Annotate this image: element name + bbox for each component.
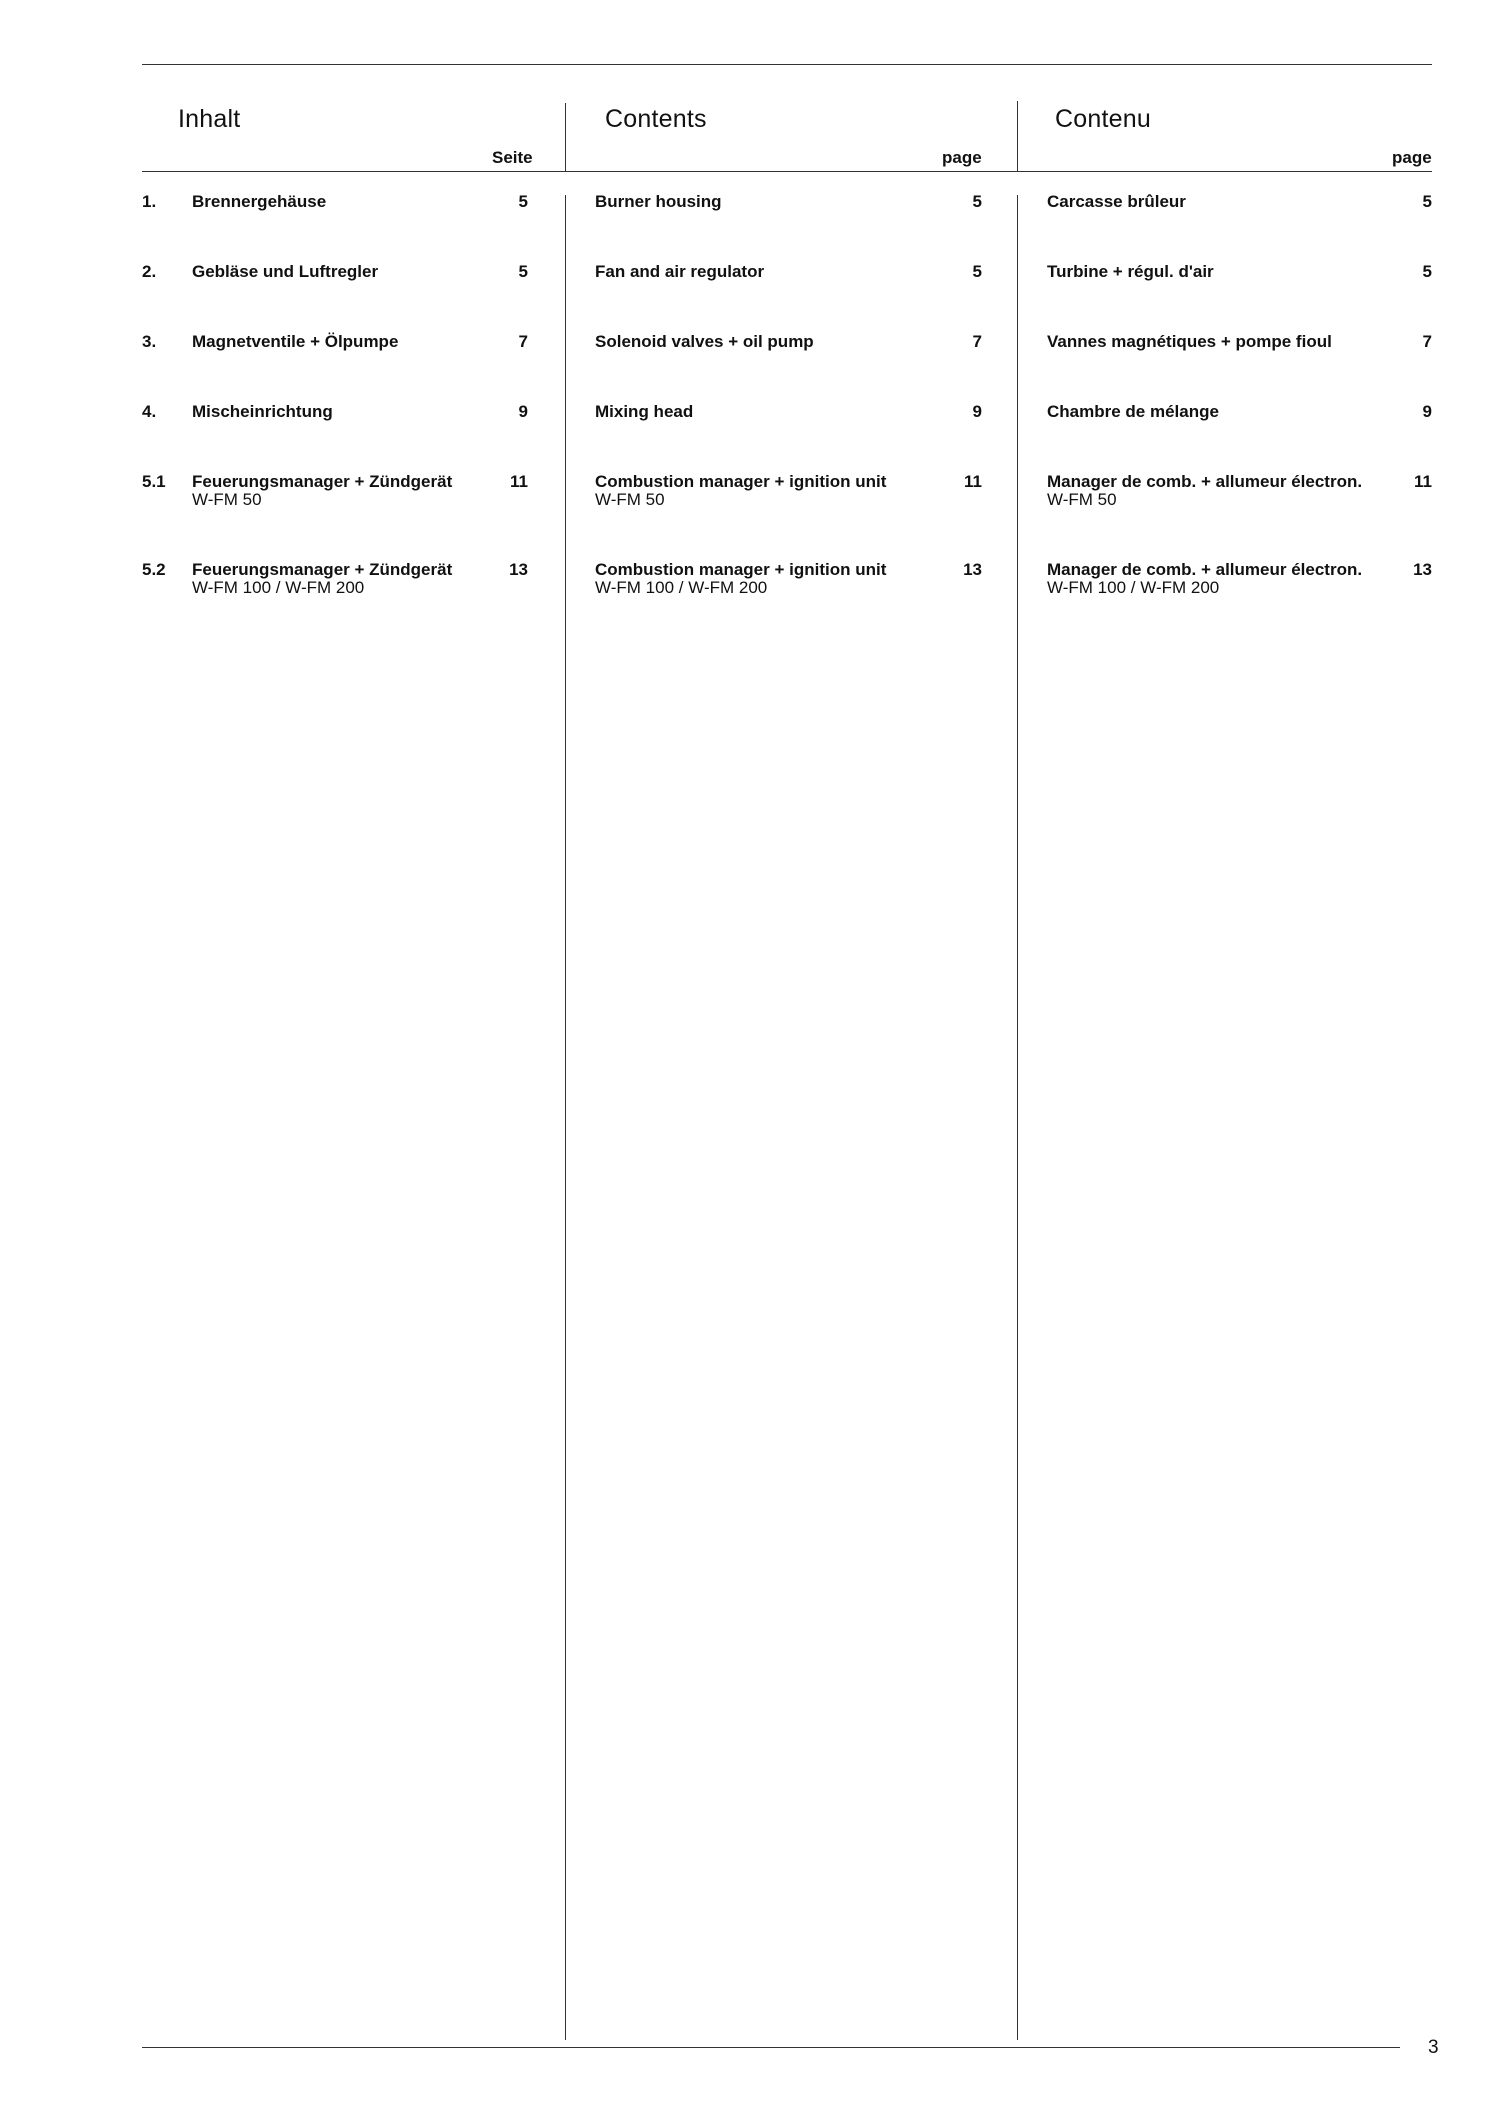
entry-page-de: 7 — [518, 332, 528, 351]
heading-de: Inhalt — [178, 105, 241, 133]
entry-title-de: Feuerungsmanager + Zündgerät — [192, 472, 453, 491]
entry-subtitle-de: W-FM 50 — [192, 490, 262, 509]
entry-title-fr: Manager de comb. + allumeur électron. — [1047, 472, 1363, 491]
page-number: 3 — [1428, 2037, 1439, 2058]
entry-title-en: Combustion manager + ignition unit — [595, 560, 887, 579]
entry-page-de: 5 — [518, 262, 528, 281]
entry-subtitle-en: W-FM 100 / W-FM 200 — [595, 578, 768, 597]
entry-title-de: Brennergehäuse — [192, 192, 327, 211]
entry-page-de: 9 — [518, 402, 528, 421]
column-divider-2 — [1017, 195, 1018, 2040]
entry-number: 1. — [142, 192, 157, 211]
entry-title-en: Burner housing — [595, 192, 722, 211]
entry-page-fr: 9 — [1422, 402, 1432, 421]
entry-title-de: Gebläse und Luftregler — [192, 262, 379, 281]
bottom-rule — [142, 2047, 1400, 2048]
heading-en: Contents — [605, 105, 707, 133]
column-divider-2 — [1017, 101, 1018, 172]
entry-title-de: Feuerungsmanager + Zündgerät — [192, 560, 453, 579]
page-label-en: page — [942, 148, 982, 167]
entry-number: 4. — [142, 402, 157, 421]
entry-title-en: Fan and air regulator — [595, 262, 765, 281]
entry-title-en: Combustion manager + ignition unit — [595, 472, 887, 491]
entry-title-de: Magnetventile + Ölpumpe — [192, 332, 399, 351]
entry-number: 3. — [142, 332, 157, 351]
entry-page-fr: 7 — [1422, 332, 1432, 351]
entry-subtitle-fr: W-FM 50 — [1047, 490, 1117, 509]
entry-page-en: 5 — [972, 192, 982, 211]
entry-number: 2. — [142, 262, 157, 281]
entry-page-de: 11 — [510, 472, 528, 491]
entry-page-en: 13 — [963, 560, 982, 579]
entry-page-de: 5 — [518, 192, 528, 211]
entry-page-de: 13 — [509, 560, 528, 579]
entry-number: 5.1 — [142, 472, 166, 491]
entry-page-en: 7 — [972, 332, 982, 351]
entry-page-fr: 13 — [1413, 560, 1432, 579]
entry-subtitle-en: W-FM 50 — [595, 490, 665, 509]
entry-page-en: 11 — [964, 472, 982, 491]
entry-page-fr: 5 — [1422, 262, 1432, 281]
entry-title-en: Mixing head — [595, 402, 694, 421]
heading-fr: Contenu — [1055, 105, 1151, 133]
page-label-fr: page — [1392, 148, 1432, 167]
column-divider-1 — [565, 195, 566, 2040]
page-label-de: Seite — [492, 148, 533, 167]
entry-title-fr: Turbine + régul. d'air — [1047, 262, 1214, 281]
entry-subtitle-fr: W-FM 100 / W-FM 200 — [1047, 578, 1220, 597]
top-rule — [142, 64, 1432, 65]
column-divider-1 — [565, 103, 566, 172]
entry-title-fr: Vannes magnétiques + pompe fioul — [1047, 332, 1332, 351]
entry-page-fr: 11 — [1414, 472, 1432, 491]
entry-number: 5.2 — [142, 560, 166, 579]
entry-title-fr: Chambre de mélange — [1047, 402, 1219, 421]
entry-title-fr: Manager de comb. + allumeur électron. — [1047, 560, 1363, 579]
entry-page-en: 9 — [972, 402, 982, 421]
entry-page-en: 5 — [972, 262, 982, 281]
header-rule — [142, 171, 1432, 172]
entry-title-en: Solenoid valves + oil pump — [595, 332, 814, 351]
entry-title-de: Mischeinrichtung — [192, 402, 333, 421]
entry-subtitle-de: W-FM 100 / W-FM 200 — [192, 578, 365, 597]
entry-page-fr: 5 — [1422, 192, 1432, 211]
entry-title-fr: Carcasse brûleur — [1047, 192, 1186, 211]
